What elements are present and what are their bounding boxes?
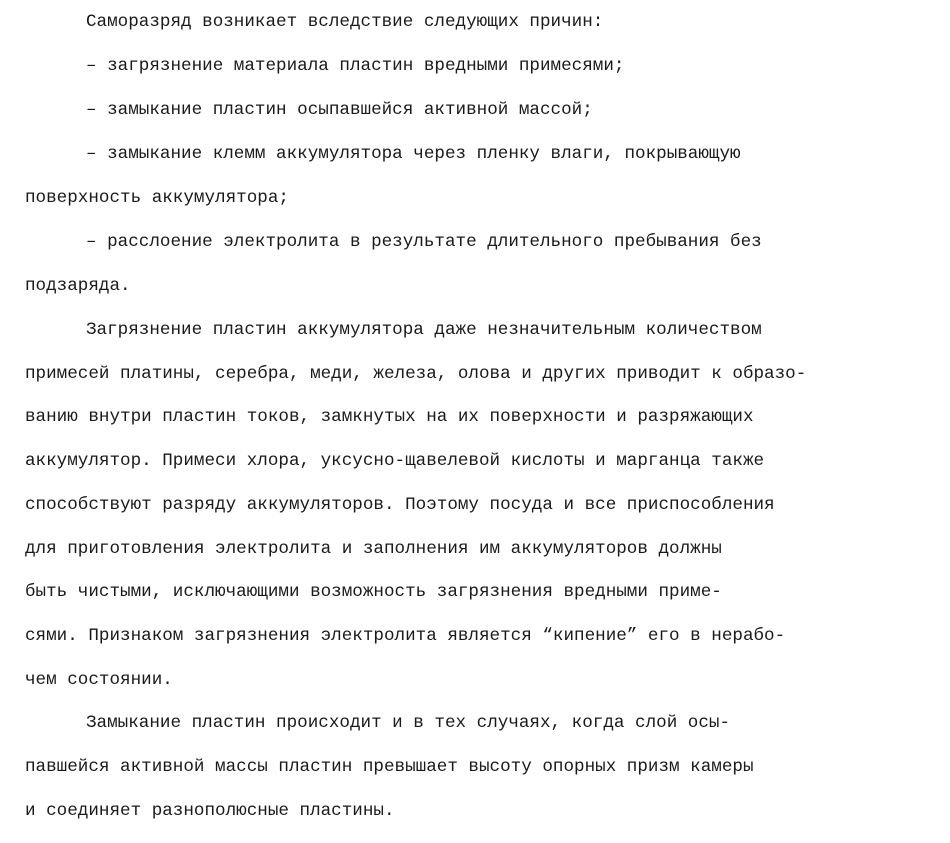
paragraph-line: для приготовления электролита и заполнения им аккумуляторов должны — [25, 539, 722, 559]
paragraph-line: Саморазряд возникает вследствие следующих причин: — [86, 12, 604, 32]
list-item-continuation: поверхность аккумулятора; — [25, 188, 289, 208]
paragraph-line: ванию внутри пластин токов, замкнутых на их поверхности и разряжающих — [25, 407, 754, 427]
paragraph-line: быть чистыми, исключающими возможность загрязнения вредными приме- — [25, 582, 722, 602]
paragraph-line: примесей платины, серебра, меди, железа, олова и других приводит к образо- — [25, 364, 807, 384]
list-item: – загрязнение материала пластин вредными примесями; — [86, 56, 625, 76]
list-item: – замыкание пластин осыпавшейся активной массой; — [86, 100, 593, 120]
paragraph-line: чем состоянии. — [25, 670, 173, 690]
paragraph-line: Замыкание пластин происходит и в тех случаях, когда слой осы- — [86, 713, 731, 733]
paragraph-line: аккумулятор. Примеси хлора, уксусно-щавелевой кислоты и марганца также — [25, 451, 765, 471]
list-item: – расслоение электролита в результате длительного пребывания без — [86, 232, 762, 252]
paragraph-line: и соединяет разнополюсные пластины. — [25, 801, 395, 821]
list-item: – замыкание клемм аккумулятора через пленку влаги, покрывающую — [86, 144, 741, 164]
list-item-continuation: подзаряда. — [25, 276, 131, 296]
paragraph-line: способствуют разряду аккумуляторов. Поэтому посуда и все приспособления — [25, 495, 775, 515]
paragraph-line: павшейся активной массы пластин превышает высоту опорных призм камеры — [25, 757, 754, 777]
paragraph-line: Загрязнение пластин аккумулятора даже незначительным количеством — [86, 320, 762, 340]
paragraph-line: сями. Признаком загрязнения электролита является “кипение” его в нерабо- — [25, 626, 786, 646]
